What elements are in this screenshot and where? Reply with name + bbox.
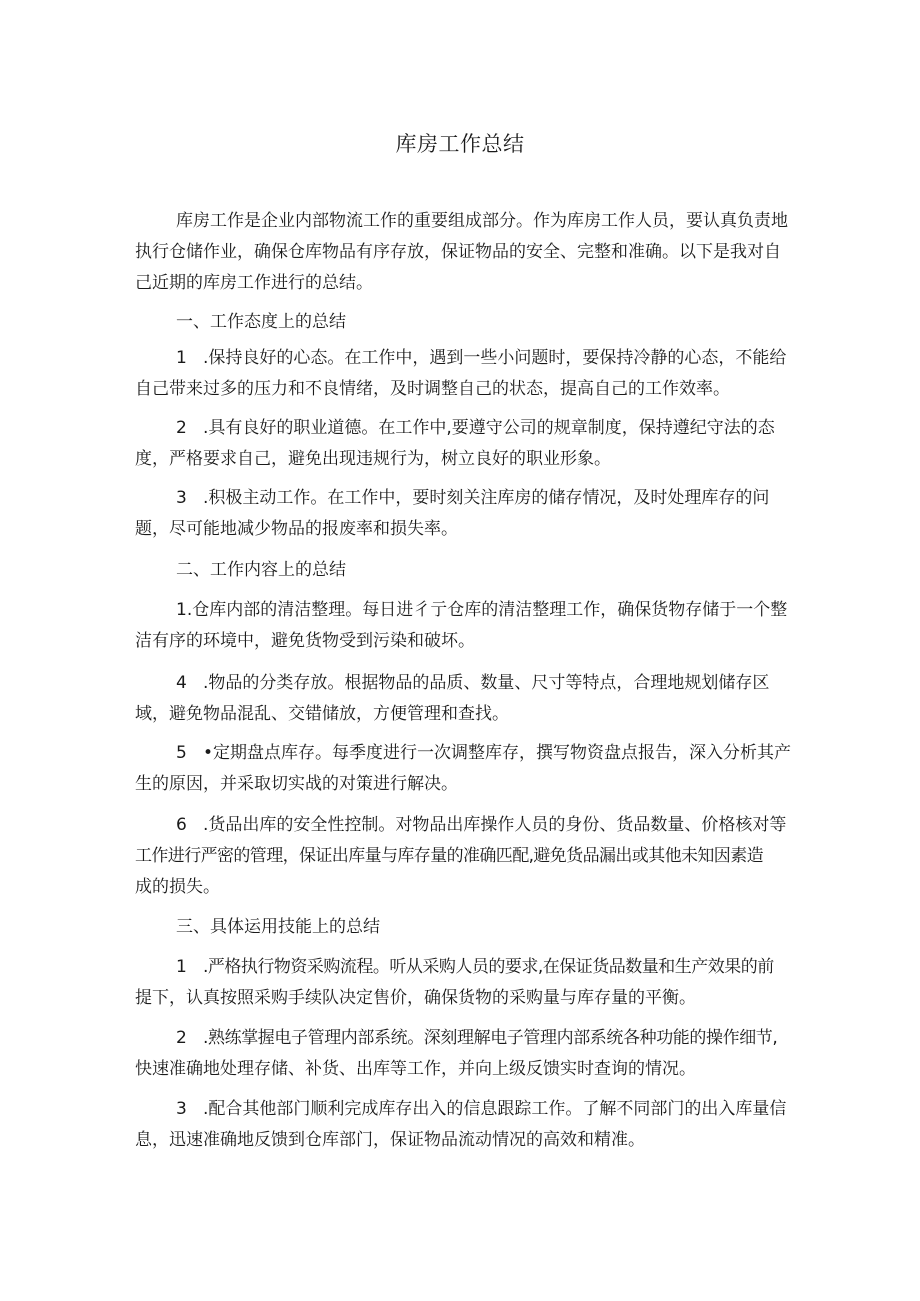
list-item (135, 810, 795, 903)
list-item-line: 提下，认真按照采购手续队决定售价，确保货物的采购量与库存量的平衡。 (135, 988, 696, 1008)
list-item-line: 工作进行严密的管理，保证出库量与库存量的准确匹配,避免货品漏出或其他未知因素造 (135, 846, 764, 866)
list-item-line: 成的损失。 (135, 877, 220, 897)
list-item (135, 1094, 795, 1156)
list-item-line: 自己带来过多的压力和不良情绪，及时调整自己的状态，提高自己的工作效率。 (135, 379, 730, 399)
list-item (135, 595, 795, 657)
item-text: .严格执行物资采购流程。听从采购人员的要求,在保证货品数量和生产效果的前 (203, 957, 774, 977)
item-text: .货品出库的安全性控制。对物品出库操作人员的身份、货品数量、价格核对等 (203, 815, 787, 835)
section-heading-3: 三、具体运用技能上的总结 (176, 917, 380, 937)
list-item-first-line (135, 343, 795, 374)
item-number: 4 (176, 673, 187, 693)
item-number: 6 (176, 815, 187, 835)
intro-line-3: 己近期的库房工作进行的总结。 (135, 273, 373, 293)
list-item-first-line (135, 483, 795, 514)
item-number: 1 (176, 348, 187, 368)
item-number: 3 (176, 1099, 187, 1119)
item-text: .配合其他部门顺利完成库存出入的信息跟踪工作。了解不同部门的出入库量信 (203, 1099, 787, 1119)
intro-line-2: 执行仓储作业，确保仓库物品有序存放，保证物品的安全、完整和准确。以下是我对自 (135, 242, 781, 262)
item-number: 2 (176, 1028, 187, 1048)
item-number: 3 (176, 488, 187, 508)
item-text: .物品的分类存放。根据物品的品质、数量、尺寸等特点，合理地规划储存区 (203, 673, 770, 693)
list-item (135, 952, 795, 1014)
intro-line-1: 库房工作是企业内部物流工作的重要组成部分。作为库房工作人员，要认真负责地 (176, 211, 788, 231)
list-item-first-line (135, 668, 795, 699)
list-item (135, 668, 795, 730)
item-number: 5 (176, 743, 187, 763)
list-item (135, 738, 795, 800)
intro-paragraph (135, 206, 795, 299)
list-item-line: 快速准确地处理存储、补货、出库等工作，并向上级反馈实时查询的情况。 (135, 1059, 696, 1079)
item-number: 2 (176, 418, 187, 438)
list-item (135, 343, 795, 405)
list-item-line: 洁有序的环境中，避免货物受到污染和破坏。 (135, 631, 475, 651)
list-item-line: 域，避免物品混乱、交错储放，方便管理和查找。 (135, 704, 509, 724)
list-item-first-line: 1.仓库内部的清洁整理。每日进彳亍仓库的清洁整理工作，确保货物存储于一个整 (176, 600, 788, 620)
list-item-line: 题，尽可能地减少物品的报废率和损失率。 (135, 519, 458, 539)
section-heading-2: 二、工作内容上的总结 (176, 560, 346, 580)
item-text: .保持良好的心态。在工作中，遇到一些小问题时，要保持冷静的心态，不能给 (203, 348, 787, 368)
item-text: .积极主动工作。在工作中，要时刻关注库房的储存情况，及时处理库存的问 (203, 488, 770, 508)
list-item-first-line (135, 413, 795, 444)
item-text: •定期盘点库存。每季度进行一次调整库存，撰写物资盘点报告，深入分析其产 (203, 743, 792, 763)
list-item-line: 生的原因，并采取切实战的对策进行解决。 (135, 774, 458, 794)
item-number: 1 (176, 957, 187, 977)
list-item-first-line (135, 738, 795, 769)
list-item-first-line (135, 952, 795, 983)
list-item-line: 息，迅速准确地反馈到仓库部门，保证物品流动情况的高效和精准。 (135, 1130, 645, 1150)
item-text: .具有良好的职业道德。在工作中,要遵守公司的规章制度，保持遵纪守法的态 (203, 418, 775, 438)
list-item (135, 1023, 795, 1085)
list-item (135, 483, 795, 545)
document-title: 库房工作总结 (395, 132, 525, 156)
item-text: .熟练掌握电子管理内部系统。深刻理解电子管理内部系统各种功能的操作细节, (203, 1028, 778, 1048)
list-item (135, 413, 795, 475)
list-item-first-line (135, 1094, 795, 1125)
section-heading-1: 一、工作态度上的总结 (176, 312, 346, 332)
list-item-first-line (135, 810, 795, 841)
list-item-first-line (135, 1023, 795, 1054)
list-item-line: 度，严格要求自己，避免出现违规行为，树立良好的职业形象。 (135, 449, 611, 469)
